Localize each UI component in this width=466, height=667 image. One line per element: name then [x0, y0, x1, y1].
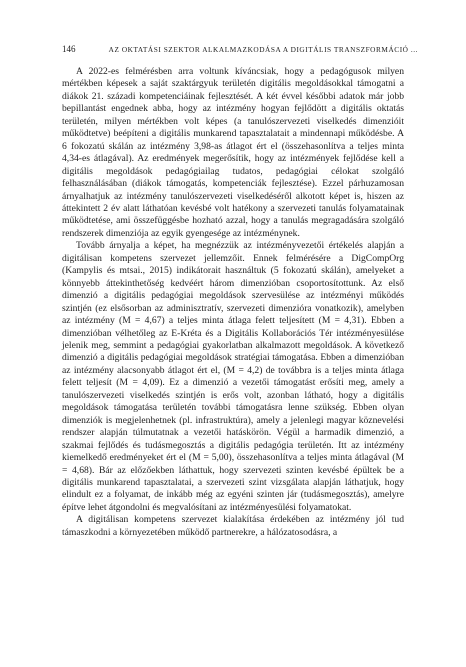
page-header	[62, 44, 418, 54]
paragraph-3	[62, 514, 404, 539]
page-number: 146	[62, 44, 76, 54]
paragraph-text: A digitálisan kompetens szervezet kialakítása érdekében az intézmény jól tud támaszkodni a környezetében működő partnerekre, a hálózatosodásra, a	[62, 514, 404, 538]
paragraph-2	[62, 240, 404, 514]
paragraph-1	[62, 66, 404, 240]
running-title: AZ OKTATÁSI SZEKTOR ALKALMAZKODÁSA A DIGITÁLIS TRANSZFORMÁCIÓ ...	[108, 45, 418, 54]
paragraph-text: Tovább árnyalja a képet, ha megnézzük az intézményvezetői értékelés alapján a digitálisan kompetens szervezet jellemzőit. Ennek felmérésére a DigCompOrg (Kampylis és mtsai., 2015) indikátorait használtuk (5 fokozatú skálán), amelyeket a könnyebb áttekinthetőség kedvéért három dimenzióban csoportosítottunk. Az első dimenzió a digitális pedagógiai megoldások szervesülése az intézményi működés szintjén (ez elsősorban az adminisztratív, szervezeti dimenzióra vonatkozik), amelyben az intézmény (M = 4,67) a teljes minta átlaga felett teljesített (M = 4,31). Ebben a dimenzióban vélhetőleg az E-Kréta és a Digitális Kollaborációs Tér intézményesülése jelenik meg, semmint a pedagógiai gyakorlatban alkalmazott megoldások. A következő dimenzió a digitális pedagógiai megoldások stratégiai támogatása. Ebben a dimenzióban az intézmény alacsonyabb átlagot ért el, (M = 4,2) de továbbra is a teljes minta átlaga felett teljesít (M = 4,09). Ez a dimenzió a vezetői támogatást erősíti meg, amely a tanulószervezeti viselkedés szintjén is erős volt, azonban látható, hogy a digitális megoldások támogatása területén további támogatásra lenne szükség. Ebben olyan dimenziók is megjelenhetnek (pl. infrastruktúra), amely a jelenlegi magyar köznevelési rendszer alapján túlmutatnak a vezetői hatáskörön. Végül a harmadik dimenzió, a szakmai fejlődés és tudásmegosztás a digitális pedagógia területén. Itt az intézmény kiemelkedő eredményeket ért el (M = 5,00), összehasonlítva a teljes minta átlagával (M = 4,68). Bár az előzőekben láthattuk, hogy szervezeti szinten kevésbé épültek be a digitális munkarend tapasztalatai, a szervezeti szint vizsgálata alapján láthatjuk, hogy elindult ez a folyamat, de inkább még az egyéni szinten jár (tudásmegosztás), amelyre építve lehet átgondolni és megvalósítani az intézményesülési folyamatokat.	[62, 240, 404, 513]
body-text	[62, 66, 404, 539]
paragraph-text: A 2022-es felmérésben arra voltunk kíváncsiak, hogy a pedagógusok milyen mértékben képesek a saját szaktárgyuk területén digitális megoldásokkal támogatni a diákok 21. századi kompetenciáinak fejlesztését. A két évvel későbbi adatok már jobb bepillantást engednek abba, hogy az intézmény hogyan fejlődött a digitális oktatás területén, milyen mértékben volt képes (a tanulószervezeti viselkedés dimenzióit működtetve) beépíteni a digitális munkarend tapasztalatait a mindennapi működésbe. A 6 fokozatú skálán az intézmény 3,98-as átlagot ért el (összehasonlítva a teljes minta 4,34-es átlagával). Az eredmények megerősítik, hogy az intézmények fejlődése kell a digitális megoldások pedagógiailag tudatos, pedagógiai célokat szolgáló felhasználásában (diákok támogatás, kompetenciák fejlesztése). Ezzel párhuzamosan árnyalhatjuk az intézmény tanulószervezeti viselkedéséről alkotott képet is, hiszen az áttekintett 2 év alatt láthatóan kevésbé volt hatékony a szervezeti tanulás folyamatainak működtetése, ami összefüggésbe hozható azzal, hogy a tanulás megragadására szolgáló rendszerek dimenziója az egyik gyengesége az intézménynek.	[62, 66, 404, 239]
